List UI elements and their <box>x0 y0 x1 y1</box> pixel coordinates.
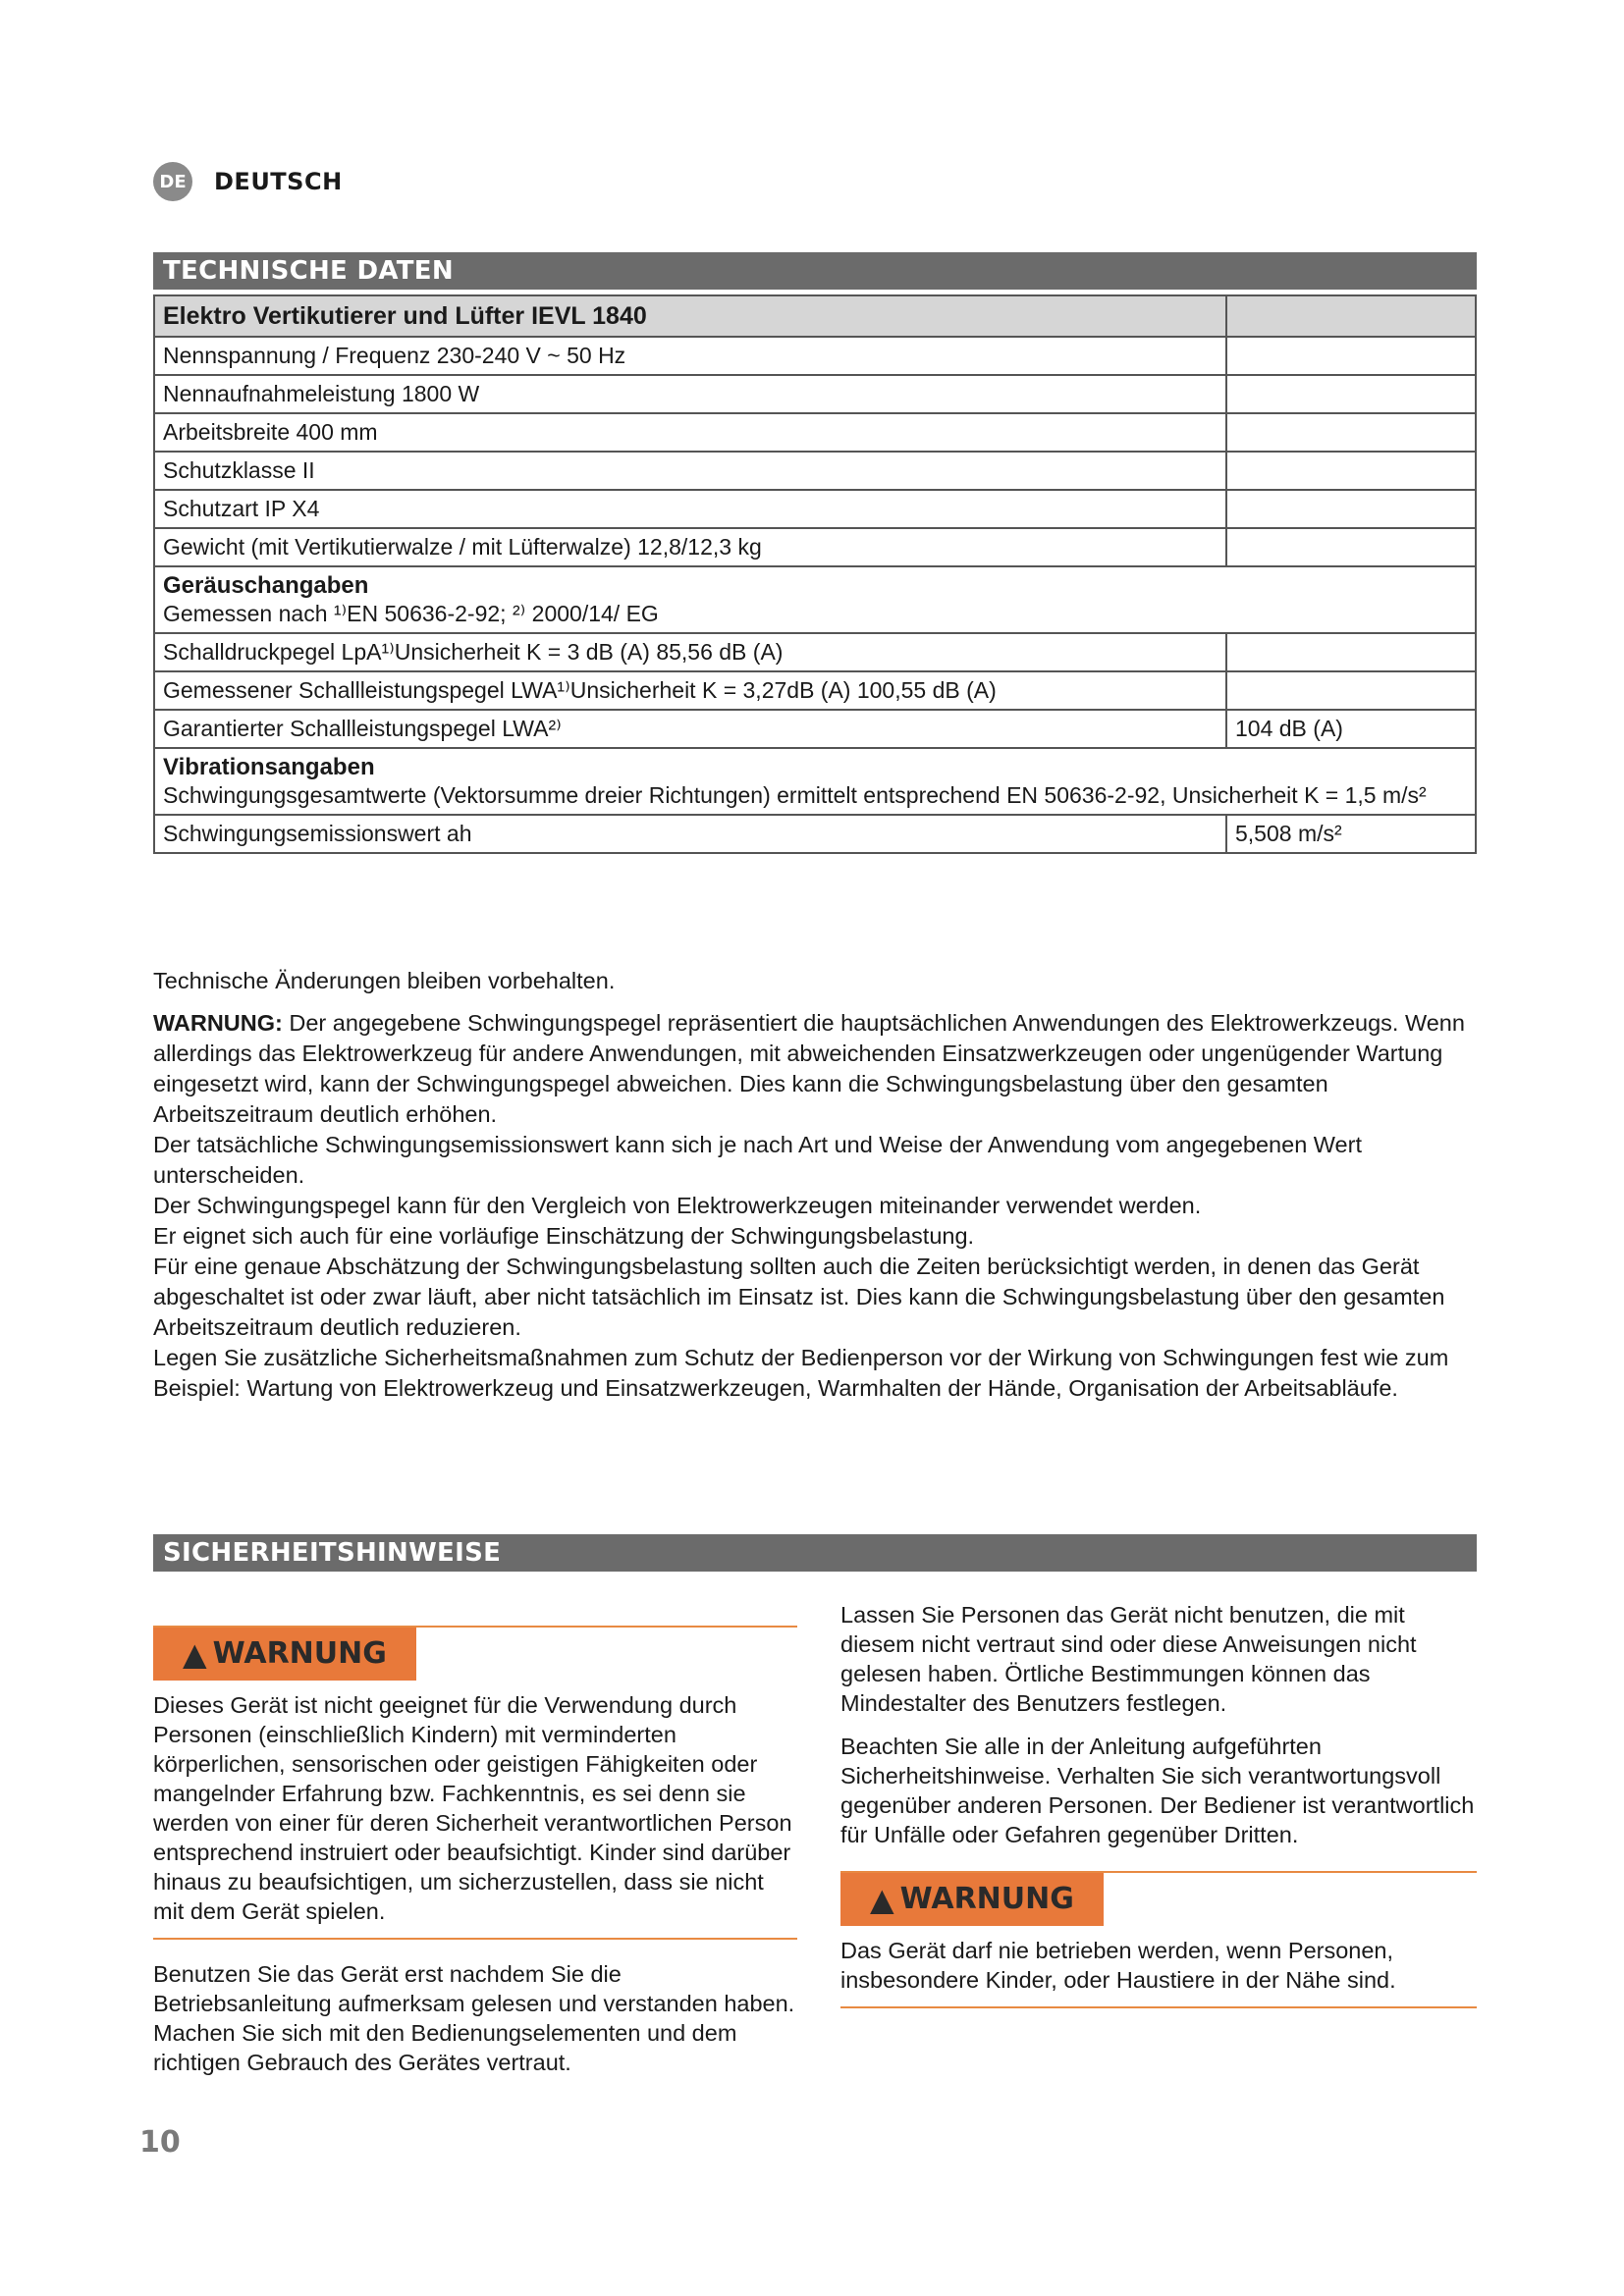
safety-paragraph: Lassen Sie Personen das Gerät nicht benutzen, die mit diesem nicht vertraut sind oder diese Anweisungen nicht gelesen haben. Örtliche Bestimmungen können das Mindestalter des Benutzers festlegen. <box>840 1602 1417 1716</box>
table-cell: Nennspannung / Frequenz 230-240 V ~ 50 Hz <box>154 337 1226 375</box>
warning-inline-label: WARNUNG: <box>153 1010 283 1036</box>
table-row <box>154 566 1476 633</box>
table-row <box>154 490 1476 528</box>
tech-data-table <box>153 294 1477 854</box>
vibration-emission-value: 5,508 m/s² <box>1226 815 1476 853</box>
vibration-heading: Vibrationsangaben <box>163 754 375 780</box>
table-row <box>154 815 1476 853</box>
table-cell: Gewicht (mit Vertikutierwalze / mit Lüfterwalze) 12,8/12,3 kg <box>154 528 1226 566</box>
note-paragraph: Der tatsächliche Schwingungsemissionswert kann sich je nach Art und Weise der Anwendung vom angegebenen Wert unterscheiden. <box>153 1132 1362 1188</box>
table-cell: Nennaufnahmeleistung 1800 W <box>154 375 1226 413</box>
warning-text: Das Gerät darf nie betrieben werden, wenn Personen, insbesondere Kinder, oder Haustiere in der Nähe sind. <box>840 1938 1396 1993</box>
table-row <box>154 748 1476 815</box>
vibration-emission: Schwingungsemissionswert ah <box>154 815 1226 853</box>
warning-text: Dieses Gerät ist nicht geeignet für die Verwendung durch Personen (einschließlich Kindern) mit verminderten körperlichen, sensorischen oder geistigen Fähigkeiten oder mangelnder Erfahrung bzw. Fachkenntnis, es sei denn sie werden von einer für deren Sicherheit verantwortlichen Person entsprechend instruiert oder beaufsichtigt. Kinder sind darüber hinaus zu beaufsichtigen, um sicherzustellen, dass sie nicht mit dem Gerät spielen. <box>153 1692 792 1924</box>
warning-label: ▲ WARNUNG <box>840 1873 1104 1926</box>
table-row <box>154 413 1476 452</box>
vibration-text: Schwingungsgesamtwerte (Vektorsumme dreier Richtungen) ermittelt entsprechend EN 50636-2-92, Unsicherheit K = 1,5 m/s² <box>163 782 1427 808</box>
noise-heading: Geräuschangaben <box>163 572 369 599</box>
note-paragraph: Er eignet sich auch für eine vorläufige Einschätzung der Schwingungsbelastung. <box>153 1223 975 1249</box>
note-paragraph: Legen Sie zusätzliche Sicherheitsmaßnahmen zum Schutz der Bedienperson vor der Wirkung von Schwingungen fest wie zum Beispiel: Wartung von Elektrowerkzeug und Einsatzwerkzeugen, Warmhalten der Hände, Organisation der Arbeitsabläufe. <box>153 1345 1449 1401</box>
sound-power-guaranteed-value: 104 dB (A) <box>1226 710 1476 748</box>
table-row <box>154 633 1476 671</box>
language-name: DEUTSCH <box>214 168 343 195</box>
warning-box <box>153 1626 797 1940</box>
noise-measured: Gemessen nach ¹⁾EN 50636-2-92; ²⁾ 2000/14/ EG <box>163 601 659 626</box>
table-row <box>154 337 1476 375</box>
technical-notes <box>153 966 1477 1404</box>
table-cell: Arbeitsbreite 400 mm <box>154 413 1226 452</box>
warning-triangle-icon: ▲ <box>870 1881 894 1918</box>
changes-note: Technische Änderungen bleiben vorbehalten. <box>153 968 616 993</box>
language-badge: DE <box>153 162 192 201</box>
safety-paragraph: Benutzen Sie das Gerät erst nachdem Sie die Betriebsanleitung aufmerksam gelesen und verstanden haben. Machen Sie sich mit den Bedienungselementen und dem richtigen Gebrauch des Gerätes vertraut. <box>153 1961 795 2075</box>
table-cell: Schutzart IP X4 <box>154 490 1226 528</box>
table-row <box>154 710 1476 748</box>
table-row <box>154 295 1476 337</box>
table-cell: Schutzklasse II <box>154 452 1226 490</box>
table-title: Elektro Vertikutierer und Lüfter IEVL 1840 <box>154 295 1226 337</box>
safety-right-column <box>840 1600 1477 2028</box>
sound-power-guaranteed: Garantierter Schallleistungspegel LWA²⁾ <box>154 710 1226 748</box>
table-row <box>154 528 1476 566</box>
warning-paragraph: WARNUNG: Der angegebene Schwingungspegel repräsentiert die hauptsächlichen Anwendungen des Elektrowerkzeugs. Wenn allerdings das Elektrowerkzeug für andere Anwendungen, mit abweichenden Einsatzwerkzeugen oder ungenügender Wartung eingesetzt wird, kann der Schwingungspegel abweichen. Dies kann die Schwingungsbelastung über den gesamten Arbeitszeitraum deutlich erhöhen. <box>153 1010 1465 1127</box>
table-row <box>154 671 1476 710</box>
table-row <box>154 452 1476 490</box>
warning-box <box>840 1871 1477 2008</box>
language-header <box>153 162 343 201</box>
warning-label: ▲ WARNUNG <box>153 1628 416 1681</box>
section-heading-tech: TECHNISCHE DATEN <box>153 252 1477 290</box>
safety-paragraph: Beachten Sie alle in der Anleitung aufgeführten Sicherheitshinweise. Verhalten Sie sich verantwortungsvoll gegenüber anderen Personen. Der Bediener ist verantwortlich für Unfälle oder Gefahren gegenüber Dritten. <box>840 1734 1475 1847</box>
note-paragraph: Der Schwingungspegel kann für den Vergleich von Elektrowerkzeugen miteinander verwendet werden. <box>153 1193 1202 1218</box>
sound-power-measured: Gemessener Schallleistungspegel LWA¹⁾Unsicherheit K = 3,27dB (A) 100,55 dB (A) <box>154 671 1226 710</box>
table-row <box>154 375 1476 413</box>
section-heading-safety: SICHERHEITSHINWEISE <box>153 1534 1477 1572</box>
page-number: 10 <box>139 2125 181 2160</box>
note-paragraph: Für eine genaue Abschätzung der Schwingungsbelastung sollten auch die Zeiten berücksichtigt werden, in denen das Gerät abgeschaltet ist oder zwar läuft, aber nicht tatsächlich im Einsatz ist. Dies kann die Schwingungsbelastung über den gesamten Arbeitszeitraum deutlich reduzieren. <box>153 1254 1445 1340</box>
safety-left-column <box>153 1626 797 2091</box>
warning-triangle-icon: ▲ <box>183 1635 207 1673</box>
sound-pressure: Schalldruckpegel LpA¹⁾Unsicherheit K = 3 dB (A) 85,56 dB (A) <box>154 633 1226 671</box>
